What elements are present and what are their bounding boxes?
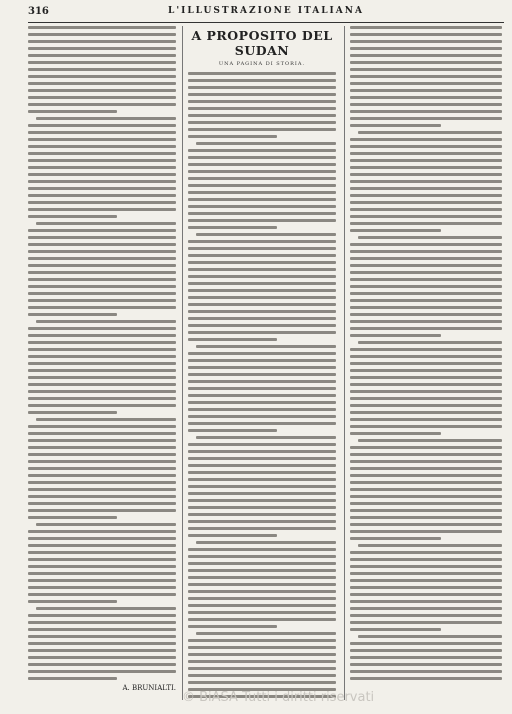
text-line xyxy=(350,40,502,43)
text-line xyxy=(28,453,176,456)
text-line xyxy=(28,159,176,162)
journal-title: L'ILLUSTRAZIONE ITALIANA xyxy=(168,6,364,16)
text-line xyxy=(350,607,502,610)
text-line xyxy=(188,268,336,271)
text-line xyxy=(350,215,502,218)
text-line xyxy=(350,481,502,484)
text-line xyxy=(188,597,336,600)
text-line xyxy=(350,586,502,589)
text-line xyxy=(188,254,336,257)
text-line xyxy=(350,425,502,428)
text-line xyxy=(350,523,502,526)
text-line xyxy=(350,551,502,554)
text-line xyxy=(350,54,502,57)
text-line xyxy=(188,205,336,208)
text-line xyxy=(28,145,176,148)
text-line xyxy=(188,163,336,166)
text-line xyxy=(350,306,502,309)
text-line xyxy=(188,373,336,376)
text-line xyxy=(350,677,502,680)
text-line xyxy=(28,173,176,176)
text-line xyxy=(350,460,502,463)
text-line xyxy=(188,114,336,117)
text-line xyxy=(188,135,277,138)
text-line xyxy=(188,184,336,187)
text-line xyxy=(350,33,502,36)
text-line xyxy=(188,261,336,264)
text-line xyxy=(188,485,336,488)
text-line xyxy=(350,453,502,456)
text-line xyxy=(350,670,502,673)
text-line xyxy=(350,348,502,351)
text-line xyxy=(350,516,502,519)
text-line xyxy=(28,215,117,218)
text-line xyxy=(188,499,336,502)
text-line xyxy=(350,124,441,127)
text-line xyxy=(28,271,176,274)
author-signature: A. BRUNIALTI. xyxy=(122,684,176,692)
text-line xyxy=(358,131,502,134)
text-line xyxy=(28,236,176,239)
text-line xyxy=(350,495,502,498)
text-line xyxy=(28,75,176,78)
text-line xyxy=(28,446,176,449)
text-line xyxy=(188,240,336,243)
text-line xyxy=(350,75,502,78)
text-line xyxy=(188,569,336,572)
text-line xyxy=(350,565,502,568)
article-subtitle: UNA PAGINA DI STORIA. xyxy=(218,61,306,67)
text-line xyxy=(188,562,336,565)
text-line xyxy=(28,194,176,197)
text-line xyxy=(188,121,336,124)
text-line xyxy=(350,110,502,113)
text-line xyxy=(350,89,502,92)
text-line xyxy=(350,320,502,323)
text-line xyxy=(28,187,176,190)
text-line xyxy=(28,103,176,106)
text-line xyxy=(28,663,176,666)
text-line xyxy=(28,138,176,141)
text-line xyxy=(188,422,336,425)
text-line xyxy=(188,492,336,495)
text-line xyxy=(188,674,336,677)
text-line xyxy=(28,593,176,596)
text-line xyxy=(188,100,336,103)
text-line xyxy=(188,450,336,453)
text-line xyxy=(188,247,336,250)
text-line xyxy=(28,229,176,232)
text-line xyxy=(188,457,336,460)
text-line xyxy=(188,72,336,75)
text-line xyxy=(196,233,336,236)
text-line xyxy=(188,555,336,558)
text-line xyxy=(350,404,502,407)
text-line xyxy=(28,208,176,211)
text-line xyxy=(28,467,176,470)
text-line xyxy=(28,285,176,288)
text-line xyxy=(28,257,176,260)
text-line xyxy=(28,47,176,50)
text-line xyxy=(350,376,502,379)
text-line xyxy=(28,670,176,673)
text-line xyxy=(28,495,176,498)
text-line xyxy=(188,198,336,201)
text-line xyxy=(188,310,336,313)
text-line xyxy=(28,26,176,29)
text-line xyxy=(28,243,176,246)
text-line xyxy=(188,408,336,411)
text-line xyxy=(28,369,176,372)
text-line xyxy=(358,544,502,547)
text-line xyxy=(350,96,502,99)
text-line xyxy=(188,331,336,334)
text-line xyxy=(28,635,176,638)
text-line xyxy=(196,541,336,544)
text-line xyxy=(28,530,176,533)
text-line xyxy=(350,355,502,358)
text-line xyxy=(350,628,441,631)
text-line xyxy=(188,583,336,586)
text-line xyxy=(350,299,502,302)
text-line xyxy=(188,618,336,621)
text-line xyxy=(350,271,502,274)
text-line xyxy=(28,488,176,491)
text-line xyxy=(350,488,502,491)
text-line xyxy=(28,509,176,512)
text-line xyxy=(350,145,502,148)
text-line xyxy=(350,208,502,211)
watermark: © BiASA Tutti i diritti riservati xyxy=(182,690,375,705)
text-line xyxy=(28,642,176,645)
text-line xyxy=(350,159,502,162)
text-line xyxy=(28,299,176,302)
text-line xyxy=(188,191,336,194)
text-line xyxy=(188,464,336,467)
text-line xyxy=(188,415,336,418)
text-line xyxy=(350,138,502,141)
text-line xyxy=(350,61,502,64)
text-line xyxy=(28,621,176,624)
text-line xyxy=(28,110,117,113)
text-line xyxy=(188,93,336,96)
text-line xyxy=(188,212,336,215)
text-line xyxy=(350,173,502,176)
text-line xyxy=(28,579,176,582)
text-line xyxy=(28,82,176,85)
text-line xyxy=(350,82,502,85)
text-line xyxy=(188,149,336,152)
article-title: A PROPOSITO DEL SUDAN xyxy=(191,28,333,58)
text-line xyxy=(188,520,336,523)
text-line xyxy=(188,352,336,355)
text-line xyxy=(28,124,176,127)
text-line xyxy=(188,128,336,131)
text-line xyxy=(350,362,502,365)
text-line xyxy=(28,334,176,337)
text-line xyxy=(350,180,502,183)
text-line xyxy=(350,432,441,435)
column-left xyxy=(28,26,176,700)
text-line xyxy=(188,394,336,397)
text-line xyxy=(28,397,176,400)
text-line xyxy=(350,26,502,29)
text-line xyxy=(350,579,502,582)
header-rule xyxy=(28,22,504,23)
text-line xyxy=(196,345,336,348)
text-line xyxy=(28,551,176,554)
text-line xyxy=(350,649,502,652)
text-line xyxy=(350,152,502,155)
text-line xyxy=(28,586,176,589)
text-line xyxy=(28,33,176,36)
text-line xyxy=(188,443,336,446)
text-line xyxy=(350,278,502,281)
text-line xyxy=(188,625,277,628)
column-right xyxy=(350,26,502,700)
text-line xyxy=(36,222,176,225)
text-line xyxy=(350,285,502,288)
text-line xyxy=(350,446,502,449)
text-line xyxy=(28,425,176,428)
text-line xyxy=(36,418,176,421)
page-number: 316 xyxy=(28,6,49,17)
text-line xyxy=(28,152,176,155)
text-line xyxy=(188,590,336,593)
text-line xyxy=(188,513,336,516)
text-line xyxy=(350,201,502,204)
text-line xyxy=(28,460,176,463)
text-line xyxy=(28,383,176,386)
text-line xyxy=(188,660,336,663)
text-line xyxy=(188,177,336,180)
text-line xyxy=(350,530,502,533)
text-line xyxy=(350,600,502,603)
text-line xyxy=(188,506,336,509)
text-line xyxy=(188,471,336,474)
text-line xyxy=(350,572,502,575)
text-line xyxy=(28,600,117,603)
text-line xyxy=(350,593,502,596)
text-line xyxy=(188,296,336,299)
text-line xyxy=(188,611,336,614)
text-line xyxy=(28,411,117,414)
text-line xyxy=(28,649,176,652)
text-line xyxy=(350,537,441,540)
text-line xyxy=(28,61,176,64)
text-line xyxy=(188,324,336,327)
text-line xyxy=(350,656,502,659)
text-line xyxy=(350,369,502,372)
text-line xyxy=(28,481,176,484)
text-line xyxy=(350,68,502,71)
text-line xyxy=(188,219,336,222)
text-line xyxy=(28,264,176,267)
text-line xyxy=(350,117,502,120)
text-line xyxy=(350,313,502,316)
text-line xyxy=(350,292,502,295)
text-line xyxy=(36,117,176,120)
text-line xyxy=(28,656,176,659)
text-line xyxy=(196,142,336,145)
text-line xyxy=(28,502,176,505)
text-line xyxy=(28,313,117,316)
text-line xyxy=(28,131,176,134)
text-line xyxy=(350,642,502,645)
text-line xyxy=(28,355,176,358)
text-line xyxy=(28,677,117,680)
text-line xyxy=(188,646,336,649)
text-line xyxy=(350,558,502,561)
text-line xyxy=(350,390,502,393)
text-line xyxy=(188,653,336,656)
text-line xyxy=(28,180,176,183)
text-line xyxy=(350,474,502,477)
text-line xyxy=(350,222,502,225)
text-line xyxy=(350,509,502,512)
text-line xyxy=(350,257,502,260)
text-line xyxy=(188,79,336,82)
text-line xyxy=(358,439,502,442)
text-line xyxy=(188,86,336,89)
text-line xyxy=(350,411,502,414)
text-line xyxy=(28,572,176,575)
text-line xyxy=(36,523,176,526)
text-line xyxy=(28,565,176,568)
text-line xyxy=(350,243,502,246)
text-line xyxy=(188,338,277,341)
text-line xyxy=(350,187,502,190)
text-line xyxy=(28,362,176,365)
text-line xyxy=(28,628,176,631)
text-line xyxy=(188,303,336,306)
text-line xyxy=(28,376,176,379)
text-line xyxy=(350,621,502,624)
text-line xyxy=(350,103,502,106)
text-line xyxy=(350,383,502,386)
text-line xyxy=(188,107,336,110)
text-line xyxy=(28,558,176,561)
text-line xyxy=(350,264,502,267)
text-line xyxy=(188,226,277,229)
text-line xyxy=(28,474,176,477)
text-line xyxy=(28,348,176,351)
text-line xyxy=(28,306,176,309)
text-line xyxy=(28,201,176,204)
text-line xyxy=(28,614,176,617)
text-line xyxy=(350,397,502,400)
text-line xyxy=(188,282,336,285)
text-line xyxy=(350,334,441,337)
text-line xyxy=(188,576,336,579)
text-line xyxy=(350,47,502,50)
text-line xyxy=(350,166,502,169)
text-line xyxy=(188,667,336,670)
text-line xyxy=(28,537,176,540)
text-line xyxy=(188,429,277,432)
text-line xyxy=(196,436,336,439)
text-line xyxy=(188,534,277,537)
text-line xyxy=(358,236,502,239)
text-line xyxy=(28,278,176,281)
text-line xyxy=(28,327,176,330)
text-line xyxy=(28,544,176,547)
text-line xyxy=(188,156,336,159)
text-line xyxy=(28,432,176,435)
text-line xyxy=(350,614,502,617)
text-line xyxy=(188,317,336,320)
text-line xyxy=(188,359,336,362)
text-line xyxy=(188,401,336,404)
text-line xyxy=(28,166,176,169)
text-line xyxy=(358,635,502,638)
text-line xyxy=(350,418,502,421)
column-divider xyxy=(182,26,183,700)
text-line xyxy=(28,404,176,407)
text-line xyxy=(350,327,502,330)
column-divider xyxy=(344,26,345,700)
text-line xyxy=(36,607,176,610)
text-line xyxy=(196,632,336,635)
text-line xyxy=(350,250,502,253)
text-line xyxy=(350,467,502,470)
text-line xyxy=(188,639,336,642)
text-line xyxy=(28,68,176,71)
text-line xyxy=(28,516,117,519)
page-header xyxy=(28,6,504,22)
text-line xyxy=(28,250,176,253)
text-line xyxy=(28,40,176,43)
text-line xyxy=(28,439,176,442)
text-line xyxy=(350,194,502,197)
text-line xyxy=(28,54,176,57)
text-line xyxy=(36,320,176,323)
text-line xyxy=(188,527,336,530)
text-line xyxy=(28,89,176,92)
text-line xyxy=(28,390,176,393)
text-line xyxy=(28,292,176,295)
text-line xyxy=(350,229,441,232)
text-line xyxy=(188,289,336,292)
text-line xyxy=(188,275,336,278)
text-line xyxy=(350,663,502,666)
text-line xyxy=(188,387,336,390)
text-line xyxy=(28,96,176,99)
text-line xyxy=(188,548,336,551)
text-line xyxy=(188,380,336,383)
text-line xyxy=(350,502,502,505)
text-line xyxy=(188,604,336,607)
text-line xyxy=(188,681,336,684)
text-line xyxy=(28,341,176,344)
text-line xyxy=(188,170,336,173)
text-line xyxy=(188,478,336,481)
text-line xyxy=(188,366,336,369)
column-middle xyxy=(188,26,336,700)
text-line xyxy=(358,341,502,344)
